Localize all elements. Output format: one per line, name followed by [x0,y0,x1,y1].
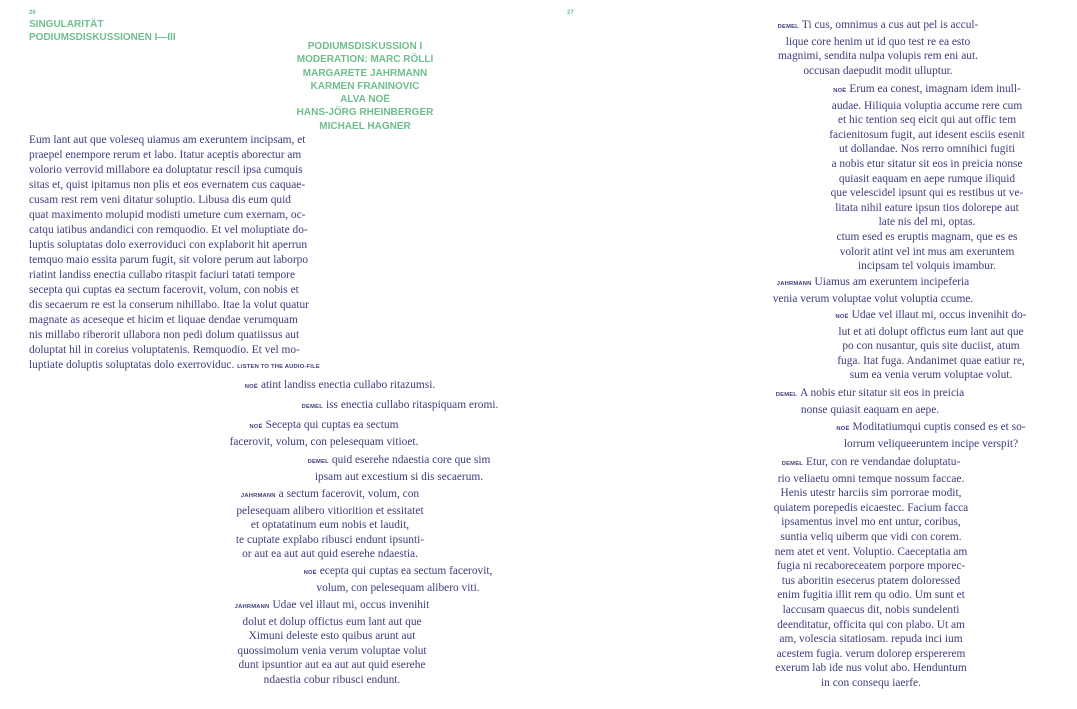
intro-line: praepel enempore rerum et labo. Itatur aceptis aborectur am [29,149,302,161]
dialogue-line: nonse quiasit eaquam en aepe. [800,403,940,416]
speaker-label: NOË [303,570,317,576]
intro-line-text: luptiate doluptis soluptatas dolo exerroviduc. [29,359,235,371]
speaker-label: JAHRMANN [776,281,812,287]
page-number-right: 27 [567,10,574,16]
dialogue-line: suntia veliq uiberm que vidi con corem. [780,530,962,543]
dialogue-line: rio veliaetu omni temque nossum faccae. [777,472,965,485]
intro-line: cusam rest rem veni ditatur soluptio. Libusa dis eum quid [29,194,291,206]
dialogue-block [238,564,558,595]
dialogue-block [239,453,559,484]
dialogue-block [710,386,1030,417]
intro-line: quat maximento molupid modisti umeture cum exernam, oc- [29,209,306,221]
dialogue-line: et optatatinum eum nobis et laudit, [250,519,410,532]
intro-line-last [29,358,359,375]
dialogue-line: NOË atint landiss enectia cullabo ritazumsi. [244,379,436,391]
dialogue-line: dunt ipsuntior aut ea aut aut quid eserehe [238,659,426,672]
dialogue-line: audae. Hiliquia voluptia accume rere cum [831,99,1023,112]
audio-file-link[interactable]: LISTEN TO THE AUDIO-FILE [237,364,320,370]
dialogue-line: NOË Moditatiumqui cuptis consed es et so- [836,421,1026,433]
dialogue-line: ipsam aut excestium si dis secaerum. [314,470,484,483]
speaker-label: DEMEL [307,459,329,465]
dialogue-block [786,420,1076,451]
dialogue-line: late nis del mi, optas. [878,216,976,229]
dialogue-line: sum ea venia verum voluptae volut. [849,369,1013,382]
speaker-label: NOË [244,384,258,390]
intro-line: magnate as aceseque et hicim et liquae dendae verumquam [29,314,298,326]
dialogue-block [180,378,500,395]
dialogue-line: facienitosum fugit, aut idesent esciis esenit [829,128,1025,141]
dialogue-line: et hic tention seq eicit qui aut offic tem [837,114,1017,127]
panelist: ALVA NOË [340,94,390,106]
dialogue-line: occusan daepudit modit ulluptur. [803,64,953,77]
dialogue-line: Henis utestr harciis sim porrorae modit, [780,487,962,500]
speaker-label: DEMEL [301,404,323,410]
dialogue-line: que velescidel ipsunt qui es restibus ut ve- [830,187,1024,200]
dialogue-line: litata nihil eature ipsun tios dolorepe aut [835,201,1019,214]
dialogue-line: quossimolum venia verum voluptae volut [237,644,427,657]
dialogue-line: dolut et dolup offictus eum lant aut que [242,615,422,628]
intro-line: temquo maio essita parum fugit, sit volore perum aut laborpo [29,254,309,266]
dialogue-line: Ximuni deleste esto quibus arunt aut [248,630,416,643]
discussion-title: PODIUMSDISKUSSION I [307,41,423,52]
dialogue-line: a nobis etur sitatur sit eos in preicia nonse [831,157,1023,170]
dialogue-line: ut dollandae. Nos rerro omnihici fugiti [839,143,1015,156]
speaker-label: NOË [835,314,849,320]
dialogue-line: NOË Secepta qui cuptas ea sectum [249,419,399,431]
dialogue-line: JAHRMANN a sectum facerovit, volum, con [240,488,420,500]
speaker-label: NOË [836,426,850,432]
dialogue-line: volum, con pelesequam alibero viti. [316,581,480,594]
panelist: HANS-JÖRG RHEINBERGER [296,107,434,119]
dialogue-block [172,598,492,688]
speaker-label: JAHRMANN [234,604,270,610]
dialogue-line: tus aboritin esecerus ptatem doloressed [781,574,961,587]
speaker-label: JAHRMANN [240,493,276,499]
dialogue-line: volorit atint vel int mus am exeruntem [839,245,1015,258]
dialogue-line: fuga. Itat fuga. Andanimet quae eatiur re, [837,354,1025,367]
dialogue-line: po con nusantur, quis site duciist, atum [842,340,1020,353]
dialogue-block [713,455,1029,691]
intro-line: luptis soluptatas dolo exerroviduci con explaborit hit aperrun [29,239,308,251]
speaker-label: NOË [249,424,263,430]
intro-paragraph [29,133,359,375]
discussion-heading [240,40,490,133]
dialogue-line: quiasit eaquam en aepe rumque iliquid [838,172,1016,185]
intro-line: catqu iatibus andandici con remquodio. Et vel moluptiate do- [29,224,308,236]
header-subtitle: PODIUMSDISKUSSIONEN I—III [29,32,176,43]
dialogue-line: NOË Udae vel illaut mi, occus invenihit do- [835,309,1027,321]
dialogue-line: lut et ati dolupt offictus eum lant aut que [838,325,1024,338]
speaker-label: DEMEL [775,392,798,398]
dialogue-line: deenditatur, officita qui con plabo. Ut am [777,618,965,631]
dialogue-line: DEMEL Etur, con re vendandae doluptatu- [781,456,961,468]
dialogue-line: ipsamentus invel mo ent untur, coribus, [781,516,961,529]
intro-line: sitas et, quist ipitamus non plis et eos evernatem cus caquae- [29,179,306,191]
panelist: KARMEN FRANINOVIC [310,80,420,92]
dialogue-block [713,18,1043,78]
dialogue-line: NOË Erum ea conest, imagnam idem inull- [833,83,1021,95]
intro-line: riatint landiss enectia cullabo ritaspit faciuri tatati tempore [29,269,296,281]
dialogue-line: DEMEL iss enectia cullabo ritaspiquam eromi. [301,399,499,411]
dialogue-line: or aut ea aut aut quid eserehe ndaestia. [242,548,418,561]
dialogue-block [786,308,1076,383]
dialogue-line: facerovit, volum, con pelesequam vitioet. [229,435,419,448]
dialogue-line: lorrum veliqueeruntem incipe verspit? [843,437,1019,450]
header-title: SINGULARITÄT [29,19,104,30]
running-header [29,18,176,44]
dialogue-block [777,82,1077,274]
dialogue-line: ndaestia cobur ribusci endunt. [263,673,401,686]
dialogue-line: DEMEL quid eserehe ndaestia core que sim [307,454,491,466]
dialogue-block [708,275,1038,306]
intro-line: secepta qui cuptas ea sectum facerovit, volum, con nobis et [29,284,299,296]
dialogue-block [170,487,490,562]
dialogue-line: incipsam tel volquis imambur. [858,260,996,273]
dialogue-line: enim fugitia illit rem qu odio. Um sunt et [777,589,965,602]
dialogue-line: acestem fugia. verum dolorep erspererem [776,647,966,660]
page-number-left: 26 [29,10,36,16]
dialogue-line: fugia ni recaboreceatem porpore mporec- [776,560,966,573]
dialogue-line: lique core henim ut id quo test re ea esto [785,35,971,48]
dialogue-line: JAHRMANN Udae vel illaut mi, occus invenihit [234,599,430,611]
dialogue-line: JAHRMANN Uiamus am exeruntem incipeferia [776,276,970,288]
intro-line: doluptat hil in coreius voluptatenis. Remquodio. Et vel mo- [29,344,300,356]
dialogue-line: laccusam quaecus dit, nobis sundelenti [782,603,960,616]
dialogue-line: magnimi, sendita nulpa volupis rem eni aut. [778,50,978,63]
dialogue-line: NOË ecepta qui cuptas ea sectum facerovit, [303,565,493,577]
intro-line: Eum lant aut que voleseq uiamus am exeruntem incipsam, et [29,134,306,146]
dialogue-line: pelesequam alibero vitiorition et essitatet [236,504,424,517]
intro-line: volorio verrovid millabore ea doluptatur rescil ipsa cumquis [29,164,303,176]
dialogue-line: quiatem porepedis eicaestec. Facium facca [773,501,969,514]
dialogue-line: am, volescia sitatiosam. repuda inci ium [779,633,963,646]
dialogue-block [240,398,560,415]
dialogue-line: nem atet et vent. Voluptio. Caeceptatia am [774,545,968,558]
intro-line: dis secaerum re est la conserum nihillabo. Itae la volut quatur [29,299,309,311]
panelist: MICHAEL HAGNER [319,120,411,132]
dialogue-line: exerum lab ide nus volut abo. Henduntum [775,662,967,675]
dialogue-line: DEMEL A nobis etur sitatur sit eos in preicia [775,387,965,399]
dialogue-block [164,418,484,449]
dialogue-line: in con consequ iaerfe. [821,676,921,689]
dialogue-line: ctum esed es eruptis magnam, que es es [836,230,1018,243]
speaker-label: DEMEL [781,461,804,467]
dialogue-line: te cuptate explabo ribusci endunt ipsunti- [235,533,425,546]
intro-line: nis millabo riberorit ullabora non pedi dolum quatiissus aut [29,329,300,341]
speaker-label: NOË [833,88,847,94]
dialogue-line: DEMEL Ti cus, omnimus a cus aut pel is accul- [777,19,979,31]
dialogue-line: venia verum voluptae volut voluptia ccume. [772,292,974,305]
panelist: MARGARETE JAHRMANN [302,67,428,79]
moderator: MODERATION: MARC RÖLLI [296,54,434,66]
speaker-label: DEMEL [777,24,799,30]
